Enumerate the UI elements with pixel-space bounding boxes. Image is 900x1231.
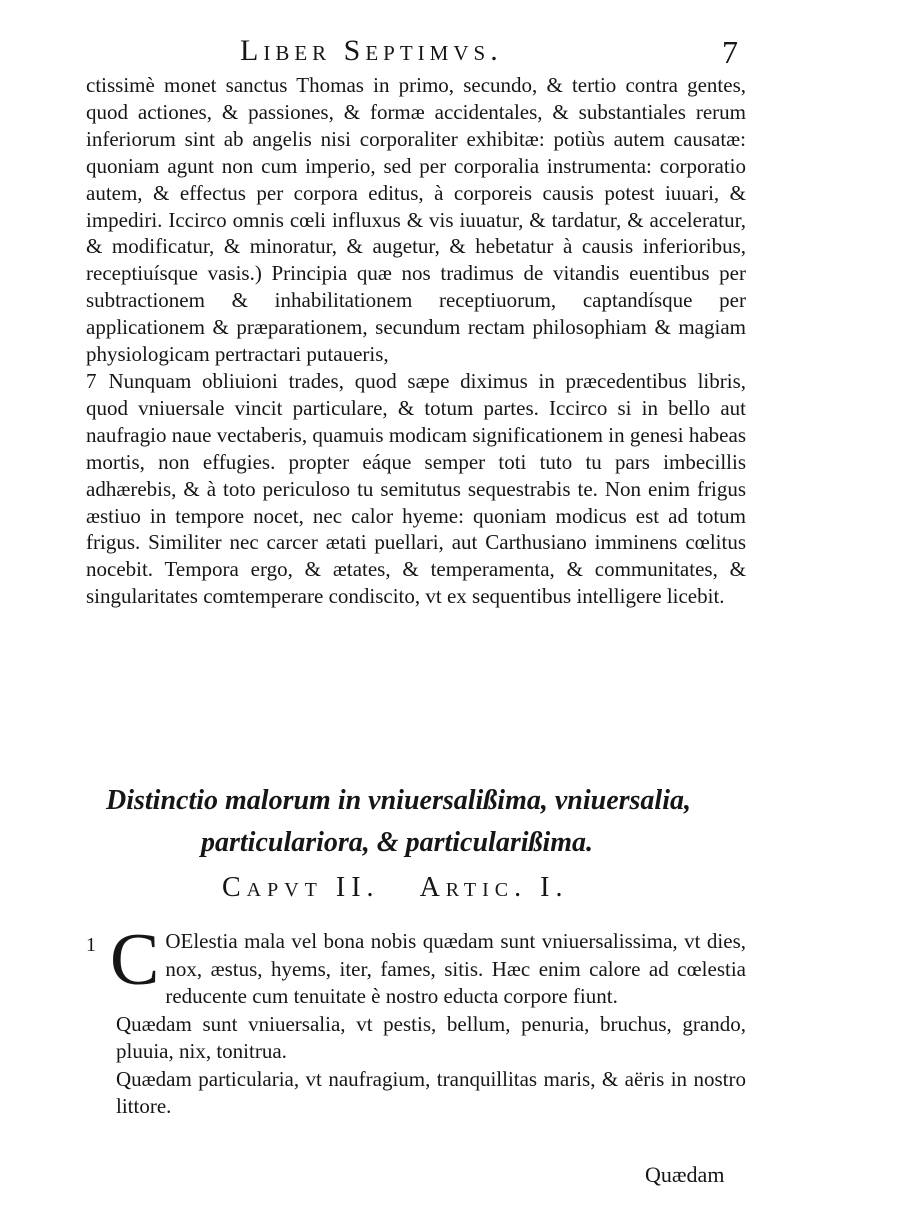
page-number: 7 xyxy=(722,34,738,70)
section-heading-line-2: particulariora, & particularißima. xyxy=(201,827,594,858)
section-heading xyxy=(86,780,746,864)
catchword: Quædam xyxy=(645,1162,725,1187)
paragraph-number: 7 xyxy=(86,368,97,393)
paragraph-7 xyxy=(86,368,746,610)
article-paragraph-1-text: OElestia mala vel bona nobis quædam sunt vniuersalissima, vt dies, nox, æstus, hyems, iter, fames, sitis. Hæc enim calore ad cœlestia reducente cum tenuitate è nostro educta corpore fiunt. xyxy=(165,929,746,1008)
article-marker: 1 xyxy=(86,934,96,956)
caput-label: Capvt II. xyxy=(222,872,380,903)
article-text xyxy=(86,919,746,1121)
paragraph-continuation: ctissimè monet sanctus Thomas in primo, secundo, & tertio contra gentes, quod actiones, & passiones, & formæ accidentales, & substantiales rerum inferiorum sint ab angelis nisi corporaliter exhibitæ: potiùs autem causatæ: quoniam agunt non cum imperio, sed per corporalia instrumenta: corporatio autem, & effectus per corpora editus, à corporeis causis potest iuuari, & impediri. Iccirco omnis cœli influxus & vis iuuatur, & tardatur, & acceleratur, & modificatur, & minoratur, & augetur, & hebetatur à causis inferioribus, receptiuísque vasis.) Principia quæ nos tradimus de vitandis euentibus per subtractionem & inhabilitationem receptiuorum, captandísque per applicationem & præparationem, secundum rectam philosophiam & magiam physiologicam pertractari putaueris, xyxy=(86,73,746,367)
article-paragraph-3: Quædam particularia, vt naufragium, tranquillitas maris, & aëris in nostro littore. xyxy=(116,1066,746,1118)
paragraph-7-text: Nunquam obliuioni trades, quod sæpe diximus in præcedentibus libris, quod vniuersale vincit particulare, & totum partes. Iccirco si in bello aut naufragio naue vectaberis, quamuis modicam significationem in genesi habeas mortis, non effugies. propter eáque semper toti tuto tu pars imbecillis adhærebis, & à toto periculoso tu semitutus sequestrabis te. Non enim frigus æstiuo in tempore nocet, nec calor hyeme: quoniam modicus est ad totum frigus. Similiter nec carcer ætati puellari, aut Carthusiano imminens cœlitus nocebit. Tempora ergo, & ætates, & temperamenta, & communitates, & singularitates comtemperare condiscito, vt ex sequentibus intelligere licebit. xyxy=(86,368,746,609)
article-paragraph-2: Quædam sunt vniuersalia, vt pestis, bellum, penuria, bruchus, grando, pluuia, nix, tonitrua. xyxy=(116,1011,746,1063)
chapter-heading xyxy=(222,872,692,904)
section-heading-line-1: Distinctio malorum in vniuersalißima, vniuersalia, xyxy=(106,785,691,816)
drop-cap: C xyxy=(110,919,160,1001)
running-title: Liber Septimvs. xyxy=(240,34,503,67)
main-text xyxy=(86,72,746,610)
artic-label: Artic. I. xyxy=(419,872,569,903)
article-paragraph-1 xyxy=(86,919,746,1011)
